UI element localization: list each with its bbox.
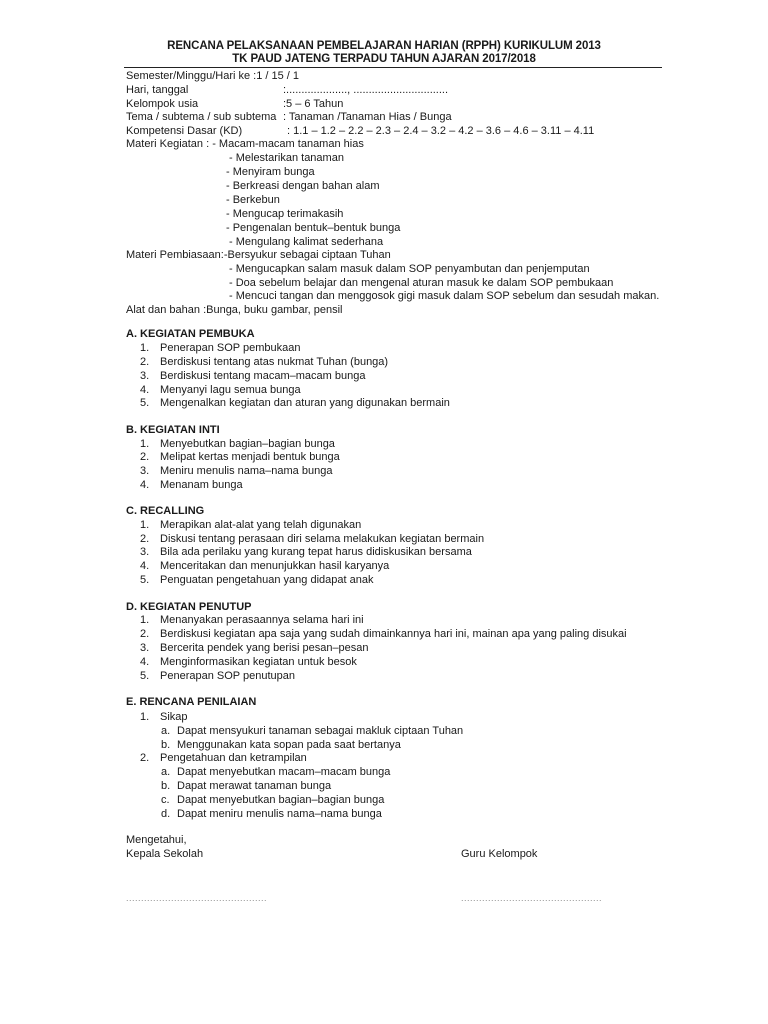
document-page: RENCANA PELAKSANAAN PEMBELAJARAN HARIAN (RPPH) KURIKULUM 2013 TK PAUD JATENG TERPADU TAHUN AJARAN 2017/2018 Semester/Minggu/Hari ke :1 / 15 / 1 Hari, tanggal :...................., ............................... Kelompok usia :5 – 6 Tahun Tema / subtema / sub subtema : Tanaman /Tanaman Hias / Bunga Kompetensi Dasar (KD) : 1.1 – 1.2 – 2.2 – 2.3 – 2.4 – 3.2 – 4.2 – 3.6 – 4.6 – 3.11 – 4.11 Materi Kegiatan : - Macam-macam tanaman hias - Melestarikan tanaman - Menyiram bunga - Berkreasi dengan bahan alam - Berkebun - Mengucap terimakasih - Pengenalan bentuk–bentuk bunga - Mengulang kalimat sederhana Materi Pembiasaan:-Bersyukur sebagai ciptaan Tuhan - Mengucapkan salam masuk dalam SOP penyambutan dan penjemputan - Doa sebelum belajar dan mengenal aturan masuk ke dalam SOP pembukaan - Mencuci tangan dan menggosok gigi masuk dalam SOP sebelum dan sesudah makan. Alat dan bahan :Bunga, buku gambar, pensil A. KEGIATAN PEMBUKA 1. Penerapan SOP pembukaan 2. Berdiskusi tentang atas nukmat Tuhan (bunga) 3. Berdiskusi tentang macam–macam bunga 4. Menyanyi lagu semua bunga 5. Mengenalkan kegiatan dan aturan yang digunakan bermain B. KEGIATAN INTI 1. Menyebutkan bagian–bagian bunga 2. Melipat kertas menjadi bentuk bunga 3. Meniru menulis nama–nama bunga 4. Menanam bunga C. RECALLING 1. Merapikan alat-alat yang telah digunakan 2. Diskusi tentang perasaan diri selama melakukan kegiatan bermain 3. Bila ada perilaku yang kurang tepat harus didiskusikan bersama 4. Menceritakan dan menunjukkan hasil karyanya 5. Penguatan pengetahuan yang didapat anak D. KEGIATAN PENUTUP 1. Menanyakan perasaannya selama hari ini 2. Berdiskusi kegiatan apa saja yang sudah dimainkannya hari ini, mainan apa yang paling disukai 3. Bercerita pendek yang berisi pesan–pesan 4. Menginformasikan kegiatan untuk besok 5. Penerapan SOP penutupan E. RENCANA PENILAIAN 1. Sikap a. Dapat mensyukuri tanaman sebagai makluk ciptaan Tuhan b. Menggunakan kata sopan pada saat bertanya 2. Pengetahuan dan ketrampilan a. Dapat menyebutkan macam–macam bunga b. Dapat merawat tanaman bunga c. Dapat menyebutkan bagian–bagian bunga d. Dapat meniru menulis nama–nama bunga Mengetahui, Kepala Sekolah Guru Kelompok ............................................... ............................................... (0, 0, 768, 1024)
hari-value: :...................., ............................... (283, 84, 449, 96)
guru-kelompok-label: Guru Kelompok (461, 848, 538, 860)
materi-item: - Berkreasi dengan bahan alam (226, 180, 380, 192)
kelompok-label: Kelompok usia (126, 98, 199, 110)
document-title: RENCANA PELAKSANAAN PEMBELAJARAN HARIAN (RPPH) KURIKULUM 2013 (167, 40, 601, 52)
materi-item: - Mengulang kalimat sederhana (229, 236, 384, 248)
tema-label: Tema / subtema / sub subtema (126, 111, 277, 123)
section-e-title: E. RENCANA PENILAIAN (126, 696, 257, 708)
kelompok-value: :5 – 6 Tahun (283, 98, 344, 110)
kd-value: : 1.1 – 1.2 – 2.2 – 2.3 – 2.4 – 3.2 – 4.2 – 3.6 – 4.6 – 3.11 – 4.11 (287, 125, 595, 137)
section-c-title: C. RECALLING (126, 505, 205, 517)
semester-line: Semester/Minggu/Hari ke :1 / 15 / 1 (126, 70, 300, 82)
materi-item: - Pengenalan bentuk–bentuk bunga (226, 222, 401, 234)
section-b-title: B. KEGIATAN INTI (126, 424, 220, 436)
title-underline (124, 67, 662, 68)
materi-item: - Mengucap terimakasih (226, 208, 344, 220)
kepala-sekolah-label: Kepala Sekolah (126, 848, 204, 860)
tema-value: : Tanaman /Tanaman Hias / Bunga (283, 111, 452, 123)
signature-line-right: ............................................... (461, 893, 603, 903)
section-a-title: A. KEGIATAN PEMBUKA (126, 328, 255, 340)
document-subtitle: TK PAUD JATENG TERPADU TAHUN AJARAN 2017/2018 (232, 53, 536, 65)
pembiasaan-item: - Doa sebelum belajar dan mengenal aturan masuk ke dalam SOP pembukaan (229, 277, 614, 289)
hari-label: Hari, tanggal (126, 84, 189, 96)
materi-item: - Melestarikan tanaman (229, 152, 344, 164)
pembiasaan-item: - Mencuci tangan dan menggosok gigi masuk dalam SOP sebelum dan sesudah makan. (229, 290, 660, 302)
alat-bahan: Alat dan bahan :Bunga, buku gambar, pensil (126, 304, 343, 316)
signature-line-left: ............................................... (126, 893, 268, 903)
pembiasaan-item: - Mengucapkan salam masuk dalam SOP penyambutan dan penjemputan (229, 263, 590, 275)
section-d-title: D. KEGIATAN PENUTUP (126, 601, 252, 613)
materi-item: - Berkebun (226, 194, 280, 206)
kd-label: Kompetensi Dasar (KD) (126, 125, 243, 137)
materi-label: Materi Kegiatan : - Macam-macam tanaman hias (126, 138, 364, 150)
materi-item: - Menyiram bunga (226, 166, 315, 178)
pembiasaan-label: Materi Pembiasaan:-Bersyukur sebagai ciptaan Tuhan (126, 249, 391, 261)
mengetahui-label: Mengetahui, (126, 834, 187, 846)
